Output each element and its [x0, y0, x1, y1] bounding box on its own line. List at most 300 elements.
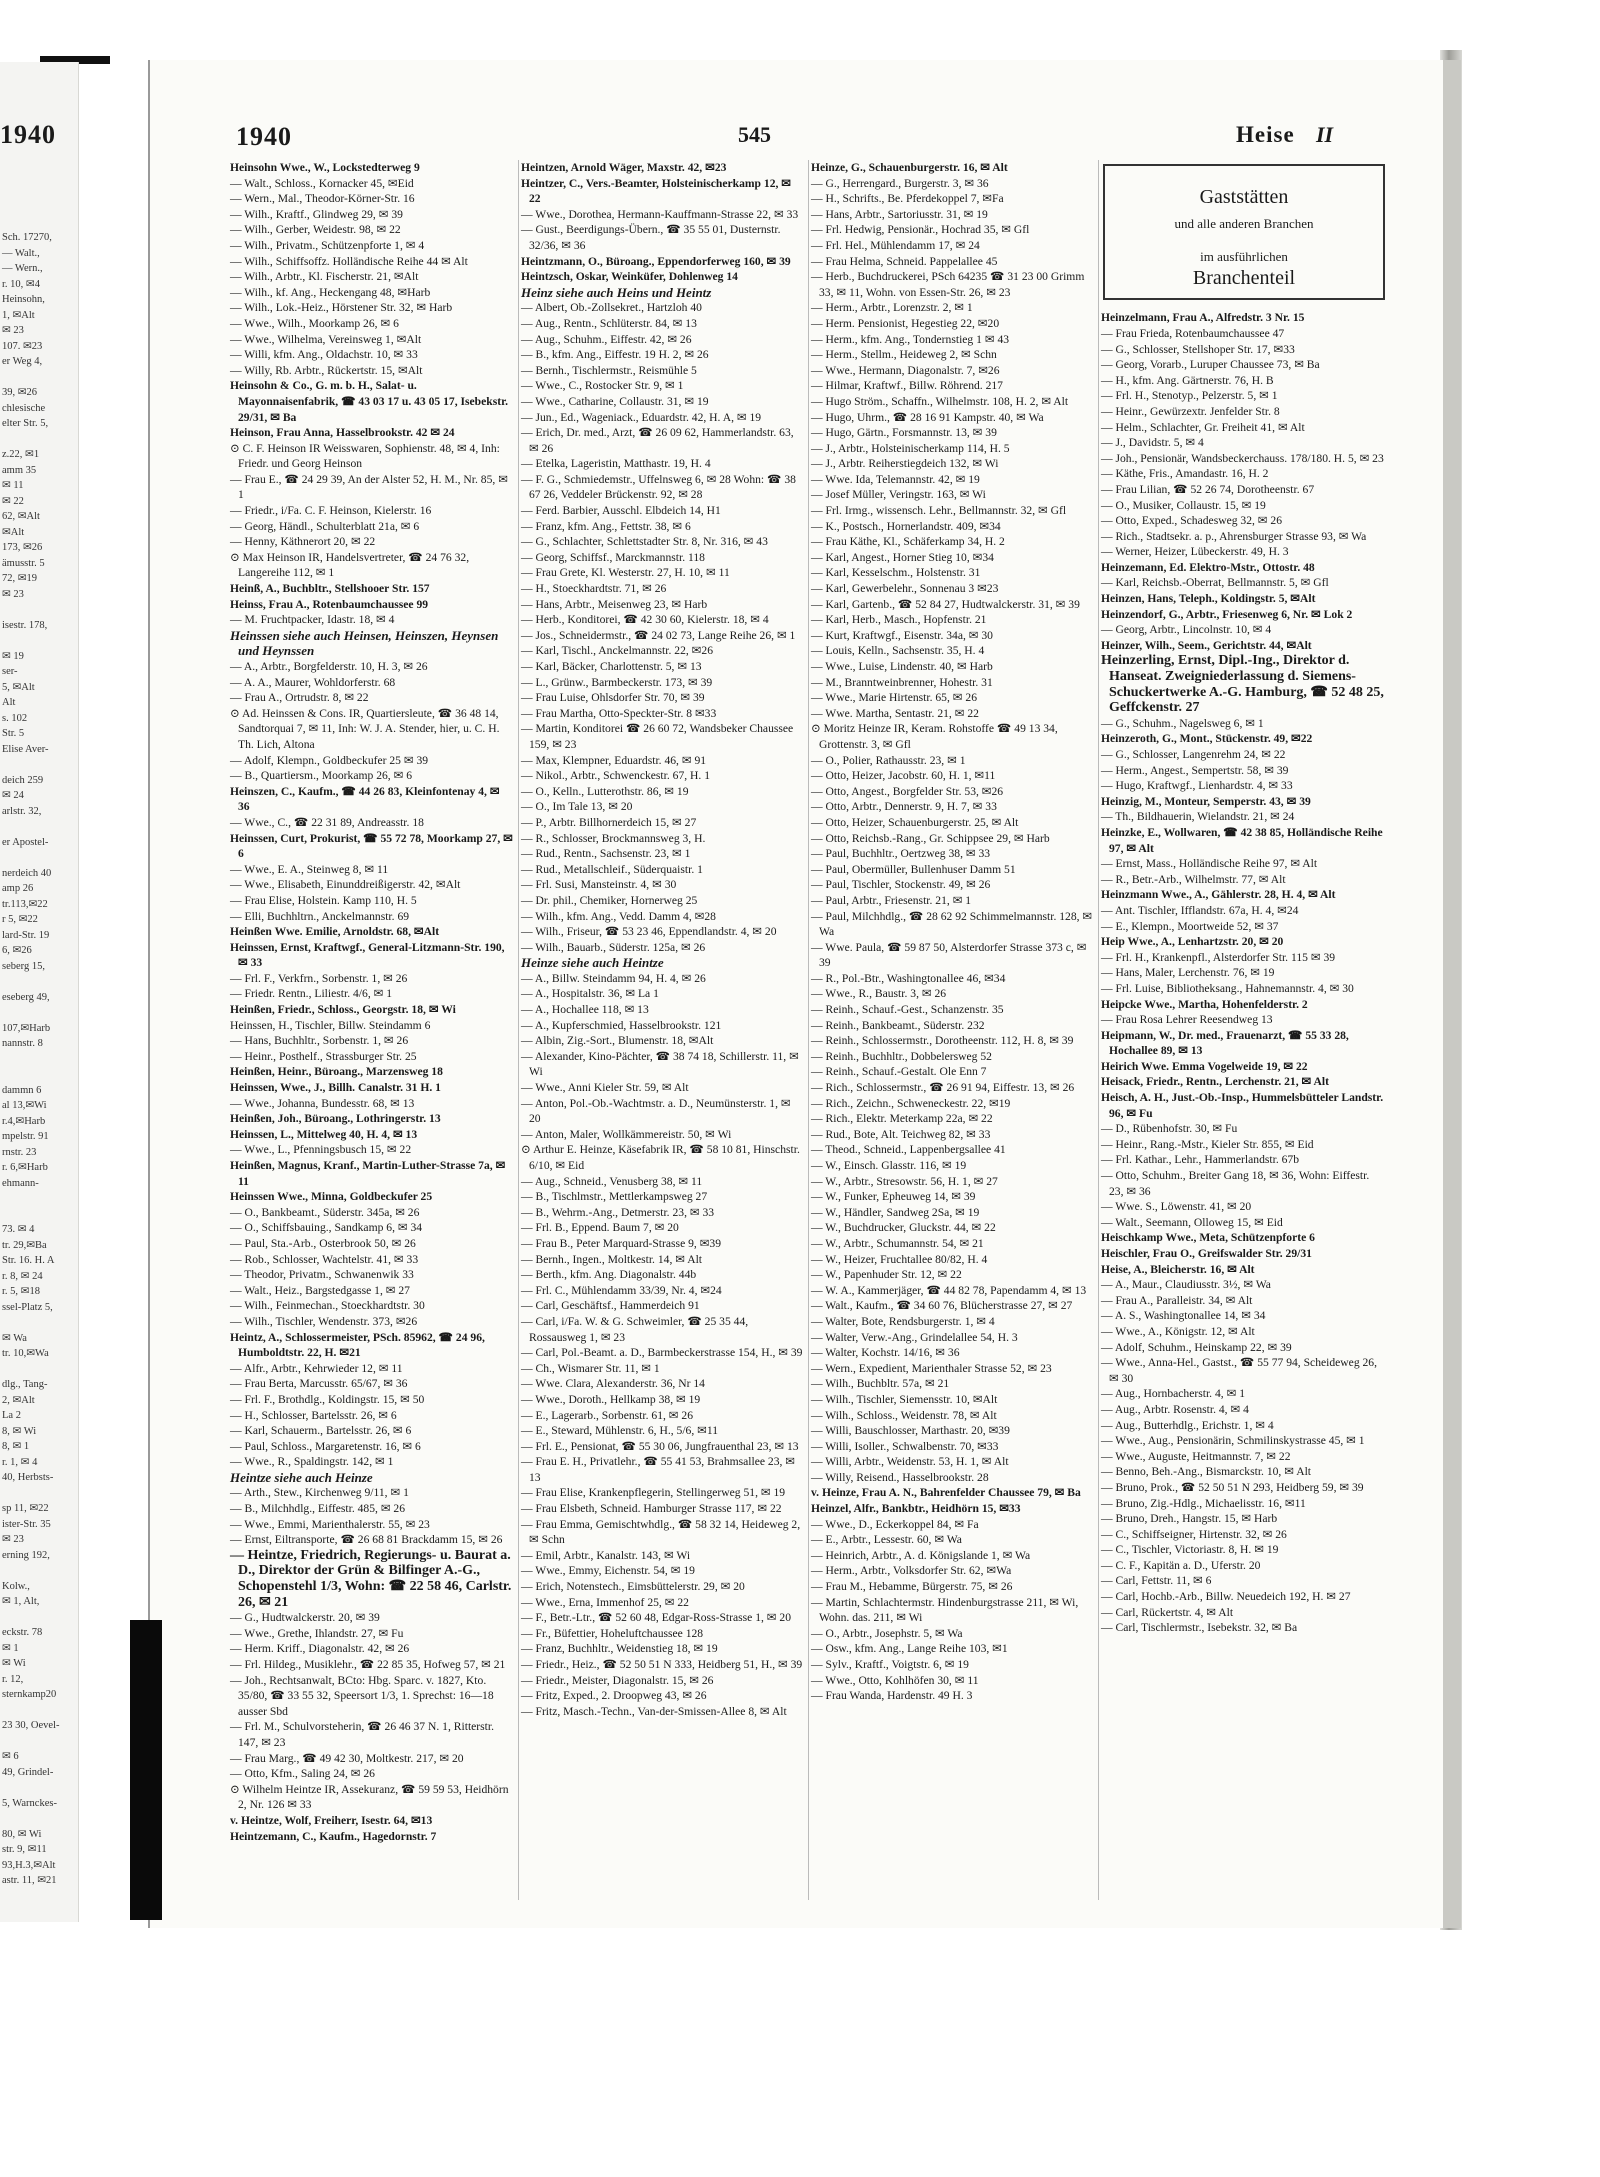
- previous-page-line: Kolw.,: [2, 1580, 30, 1592]
- directory-entry: — G., Schlachter, Schlettstadter Str. 8, Nr. 316, ✉ 43: [521, 535, 768, 549]
- directory-entry: — Frau Elsbeth, Schneid. Hamburger Strasse 117, ✉ 22: [521, 1502, 782, 1516]
- directory-entry: — Joh., Pensionär, Wandsbeckerchauss. 178/180. H. 5, ✉ 23: [1101, 451, 1384, 465]
- scan-artifact-bar: [130, 1620, 162, 1920]
- directory-entry: — Wwe., Otto, Kohlhöfen 30, ✉ 11: [811, 1673, 979, 1687]
- directory-entry: — Aug., Schneid., Venusberg 38, ✉ 11: [521, 1174, 703, 1188]
- directory-entry: — Friedr., i/Fa. C. F. Heinson, Kielerstr. 16: [230, 504, 432, 518]
- directory-entry: — Rud., Bote, Alt. Teichweg 82, ✉ 33: [811, 1127, 991, 1141]
- scan-margin-bottom: [0, 1930, 1600, 2177]
- directory-entry: — Wilh., Arbtr., Kl. Fischerstr. 21, ✉Alt: [230, 270, 419, 284]
- previous-page-line: 8, ✉ 1: [2, 1441, 30, 1452]
- previous-page-line: seberg 15,: [2, 960, 45, 972]
- directory-entry: Heinzemann, Ed. Elektro-Mstr., Ottostr. 48: [1101, 560, 1315, 574]
- directory-entry: — Rich., Elektr. Meterkamp 22a, ✉ 22: [811, 1112, 993, 1126]
- directory-entry: — R., Pol.-Btr., Washingtonallee 46, ✉34: [811, 971, 1006, 985]
- directory-entry: — Wwe., Wilh., Moorkamp 26, ✉ 6: [230, 316, 399, 330]
- directory-entry: — Hugo, Kraftwgf., Lienhardstr. 4, ✉ 33: [1101, 779, 1293, 793]
- directory-entry: — Alfr., Arbtr., Kehrwieder 12, ✉ 11: [230, 1361, 403, 1375]
- directory-entry: — Paul, Schloss., Margaretenstr. 16, ✉ 6: [230, 1439, 421, 1453]
- directory-entry: — G., Schlosser, Stellshoper Str. 17, ✉33: [1101, 342, 1295, 356]
- directory-entry: — Carl, Rückertstr. 4, ✉ Alt: [1101, 1605, 1234, 1619]
- directory-entry: — Otto, Heizer, Schauenburgerstr. 25, ✉ Alt: [811, 815, 1019, 829]
- previous-page-line: 5, ✉Alt: [2, 681, 35, 693]
- directory-entry: — Heinr., Gewürzextr. Jenfelder Str. 8: [1101, 404, 1280, 418]
- previous-page-line: 23 30, Oevel-: [2, 1720, 60, 1731]
- directory-entry: — Wilh., Schiffsoffz. Holländische Reihe 44 ✉ Alt: [230, 254, 468, 268]
- directory-entry: — Franz, Buchhltr., Weidenstieg 18, ✉ 19: [521, 1642, 718, 1656]
- directory-entry: — Heinrich, Arbtr., A. d. Königslande 1, ✉ Wa: [811, 1548, 1031, 1562]
- directory-entry: — F., Betr.-Ltr., ☎ 52 60 48, Edgar-Ross-Strasse 1, ✉ 20: [521, 1611, 791, 1625]
- directory-entry: Heinzig, M., Monteur, Semperstr. 43, ✉ 39: [1101, 794, 1311, 808]
- directory-entry: — Wwe., Luise, Lindenstr. 40, ✉ Harb: [811, 660, 993, 673]
- directory-entry: — Karl, Gartenb., ☎ 52 84 27, Hudtwalckerstr. 31, ✉ 39: [811, 597, 1080, 611]
- directory-entry: — W. A., Kammerjäger, ☎ 44 82 78, Papendamm 4, ✉ 13: [811, 1283, 1087, 1297]
- directory-entry: — Wwe., Marie Hirtenstr. 65, ✉ 26: [811, 691, 977, 705]
- directory-entry: — Hugo, Gärtn., Forsmannstr. 13, ✉ 39: [811, 426, 997, 440]
- directory-entry: — Karl, Angest., Horner Stieg 10, ✉34: [811, 550, 994, 564]
- directory-entry: — Etelka, Lageristin, Matthastr. 19, H. 4: [521, 457, 711, 471]
- directory-entry: — O., Musiker, Collaustr. 15, ✉ 19: [1101, 498, 1266, 512]
- directory-entry: — Frl. M., Schulvorsteherin, ☎ 26 46 37 N. 1, Ritterstr. 147, ✉ 23: [230, 1720, 495, 1749]
- directory-entry: Heinssen, Curt, Prokurist, ☎ 55 72 78, Moorkamp 27, ✉ 6: [230, 831, 513, 861]
- directory-entry: — D., Rübenhofstr. 30, ✉ Fu: [1101, 1122, 1238, 1136]
- directory-entry: — Otto, Kfm., Saling 24, ✉ 26: [230, 1767, 375, 1781]
- previous-page-line: [2, 850, 76, 866]
- previous-page-line: s. 102: [2, 712, 28, 724]
- directory-entry: — Rud., Metallschleif., Süderquaistr. 1: [521, 862, 703, 876]
- directory-entry: — Hans, Arbtr., Sartoriusstr. 31, ✉ 19: [811, 207, 988, 221]
- directory-entry: — Karl, Herb., Masch., Hopfenstr. 21: [811, 613, 987, 627]
- directory-entry: — Wilh., Bauarb., Süderstr. 125a, ✉ 26: [521, 940, 706, 954]
- directory-entry: — O., Polier, Rathausstr. 23, ✉ 1: [811, 753, 966, 767]
- directory-entry: — Frl. Irmg., wissensch. Lehr., Bellmannstr. 32, ✉ Gfl: [811, 504, 1067, 518]
- directory-entry: — Paul, Obermüller, Bullenhuser Damm 51: [811, 862, 1016, 876]
- previous-page-line: ✉ 23: [2, 325, 24, 336]
- previous-page-line: ✉ Wi: [2, 1658, 26, 1669]
- directory-entry: Heinssen, L., Mittelweg 40, H. 4, ✉ 13: [230, 1127, 418, 1141]
- directory-entry: — Jun., Ed., Wageniack., Eduardstr. 42, H. A, ✉ 19: [521, 410, 762, 424]
- directory-entry: — Wwe., Anna-Hel., Gastst., ☎ 55 77 94, Scheideweg 26, ✉ 30: [1101, 1356, 1378, 1385]
- directory-entry: Heinzerling, Ernst, Dipl.-Ing., Direktor d. Hanseat. Zweigniederlassung d. Siemens-Schuckertwerke A.-G. Hamburg, ☎ 52 48 25, Geffckenstr. 27: [1101, 653, 1384, 716]
- directory-entry: — Willi, Arbtr., Weidenstr. 53, H. 1, ✉ Alt: [811, 1455, 1009, 1469]
- directory-entry: — L., Grünw., Barmbeckerstr. 173, ✉ 39: [521, 675, 713, 689]
- previous-page-line: 80, ✉ Wi: [2, 1828, 42, 1840]
- directory-entry: Heinsohn & Co., G. m. b. H., Salat- u. Mayonnaisenfabrik, ☎ 43 03 17 u. 43 05 17, Isebekstr. 29/31, ✉ Ba: [230, 379, 509, 424]
- directory-entry: — O., Im Tale 13, ✉ 20: [521, 800, 633, 814]
- directory-entry: — Otto, Exped., Schadesweg 32, ✉ 26: [1101, 514, 1283, 528]
- previous-page-line: [2, 602, 76, 618]
- directory-entry: — Otto, Heizer, Jacobstr. 60, H. 1, ✉11: [811, 769, 996, 783]
- directory-entry: — Berth., kfm. Ang. Diagonalstr. 44b: [521, 1268, 697, 1282]
- directory-entry: — Wwe., R., Spaldingstr. 142, ✉ 1: [230, 1455, 394, 1469]
- directory-entry: — Elli, Buchhltrn., Anckelmannstr. 69: [230, 909, 410, 923]
- directory-entry: — Dr. phil., Chemiker, Hornerweg 25: [521, 893, 698, 907]
- directory-entry: — Rob., Schlosser, Wachtelstr. 41, ✉ 33: [230, 1252, 419, 1266]
- directory-entry: — Joh., Rechtsanwalt, BCto: Hbg. Sparc. v. 1827, Kto. 35/80, ☎ 33 55 32, Speersort 1/3, 1. Sprechst: 16—18 ausser Sbd: [230, 1673, 494, 1718]
- directory-entry: Heinßen, Magnus, Kranf., Martin-Luther-Strasse 7a, ✉ 11: [230, 1159, 506, 1188]
- directory-entry: Heischler, Frau O., Greifswalder Str. 29/31: [1101, 1247, 1312, 1260]
- previous-page-line: Sch. 17270,: [2, 232, 52, 243]
- directory-entry: — M., Branntweinbrenner, Hohestr. 31: [811, 675, 993, 689]
- directory-entry: — A., Billw. Steindamm 94, H. 4, ✉ 26: [521, 971, 706, 985]
- directory-entry: — W., Funker, Epheuweg 14, ✉ 39: [811, 1190, 976, 1204]
- directory-entry: Heinz siehe auch Heins und Heintz: [521, 284, 712, 300]
- previous-page-line: La 2: [2, 1410, 21, 1421]
- previous-page-line: Elise Aver-: [2, 743, 49, 755]
- previous-page-line: ser-: [2, 666, 18, 677]
- directory-entry: — Reinh., Schlossermstr., Dorotheenstr. 112, H. 8, ✉ 39: [811, 1034, 1074, 1048]
- directory-entry: — Carl, Geschäftsf., Hammerdeich 91: [521, 1299, 700, 1313]
- previous-page-line: — Walt.,: [2, 247, 40, 259]
- previous-page-line: [2, 1703, 76, 1719]
- directory-entry: Heinzmann Wwe., A., Gählerstr. 28, H. 4, ✉ Alt: [1101, 888, 1336, 902]
- previous-page-line: [2, 1207, 76, 1223]
- previous-page-line: 5, Warnckes-: [2, 1797, 57, 1809]
- directory-entry: — Frau Berta, Marcusstr. 65/67, ✉ 36: [230, 1377, 408, 1391]
- directory-entry: — Sylv., Kraftf., Voigtstr. 6, ✉ 19: [811, 1658, 969, 1671]
- previous-page-line: 6, ✉26: [2, 945, 32, 956]
- directory-entry: — O., Schiffsbauing., Sandkamp 6, ✉ 34: [230, 1221, 423, 1235]
- directory-entry: ⊙ Arthur E. Heinze, Käsefabrik IR, ☎ 58 10 81, Hinschstr. 6/10, ✉ Eid: [521, 1143, 800, 1172]
- directory-entry: — Frau M., Hebamme, Bürgerstr. 75, ✉ 26: [811, 1580, 1013, 1594]
- directory-entry: — Hans, Maler, Lerchenstr. 76, ✉ 19: [1101, 966, 1275, 980]
- directory-entry: Heinzer, Wilh., Seem., Gerichtstr. 44, ✉Alt: [1101, 638, 1312, 652]
- directory-entry: ⊙ Moritz Heinze IR, Keram. Rohstoffe ☎ 49 13 34, Grottenstr. 3, ✉ Gfl: [811, 722, 1058, 751]
- directory-entry: — Rich., Schlossermstr., ☎ 26 91 94, Eiffestr. 13, ✉ 26: [811, 1081, 1075, 1095]
- directory-entry: ⊙ Max Heinson IR, Handelsvertreter, ☎ 24 76 32, Langereihe 112, ✉ 1: [230, 550, 470, 580]
- directory-entry: Heinszen, C., Kaufm., ☎ 44 26 83, Kleinfontenay 4, ✉ 36: [230, 784, 500, 814]
- previous-page-line: r. 5, ✉18: [2, 1286, 40, 1297]
- directory-entry: — Wwe., Doroth., Hellkamp 38, ✉ 19: [521, 1392, 701, 1406]
- directory-entry: — Frau Lilian, ☎ 52 26 74, Dorotheenstr. 67: [1101, 482, 1315, 496]
- previous-page-line: 2, ✉Alt: [2, 1394, 35, 1406]
- directory-entry: — Martin, Schlachtermstr. Hindenburgstrasse 211, ✉ Wi, Wohn. das. 211, ✉ Wi: [811, 1595, 1079, 1625]
- previous-page-line: [2, 974, 76, 990]
- previous-page-line: — Wern.,: [2, 263, 43, 274]
- directory-entry: — B., kfm. Ang., Eiffestr. 19 H. 2, ✉ 26: [521, 348, 709, 362]
- directory-entry: Heipmann, W., Dr. med., Frauenarzt, ☎ 55 33 28, Hochallee 89, ✉ 13: [1101, 1028, 1349, 1058]
- directory-entry: — C. F., Kapitän a. D., Uferstr. 20: [1101, 1558, 1261, 1572]
- directory-entry: Heipcke Wwe., Martha, Hohenfelderstr. 2: [1101, 997, 1308, 1011]
- directory-entry: — Ch., Wismarer Str. 11, ✉ 1: [521, 1361, 660, 1375]
- previous-page-line: Alt: [2, 697, 16, 708]
- directory-entry: — Frl. C., Mühlendamm 33/39, Nr. 4, ✉24: [521, 1283, 722, 1297]
- directory-entry: — B., Quartiersm., Moorkamp 26, ✉ 6: [230, 769, 412, 783]
- directory-entry: — Otto, Angest., Borgfelder Str. 53, ✉26: [811, 784, 1004, 798]
- previous-page-line: 173, ✉26: [2, 542, 43, 553]
- previous-page-line: 49, Grindel-: [2, 1766, 54, 1778]
- previous-page-line: 62, ✉Alt: [2, 511, 40, 522]
- directory-entry: — Kurt, Kraftwgf., Eisenstr. 34a, ✉ 30: [811, 628, 993, 642]
- directory-entry: — Georg, Händl., Schulterblatt 21a, ✉ 6: [230, 519, 420, 533]
- directory-entry: — A. S., Washingtonallee 14, ✉ 34: [1101, 1309, 1266, 1323]
- column-4-entries: [1099, 310, 1389, 1635]
- directory-entry: — Benno, Beh.-Ang., Bismarckstr. 10, ✉ Alt: [1101, 1465, 1312, 1479]
- previous-page-line: tr. 10,✉Wa: [2, 1348, 49, 1359]
- directory-entry: — Wwe., Grethe, Ihlandstr. 27, ✉ Fu: [230, 1626, 404, 1640]
- directory-entry: — Frau B., Peter Marquard-Strasse 9, ✉39: [521, 1236, 722, 1250]
- previous-page-line: arlstr. 32,: [2, 805, 42, 817]
- previous-page-line: r. 8, ✉ 24: [2, 1270, 43, 1282]
- directory-entry: — W., Händler, Sandweg 2Sa, ✉ 19: [811, 1205, 980, 1219]
- ad-line-2: und alle anderen Branchen: [1174, 215, 1314, 231]
- directory-entry: Heintzsch, Oskar, Weinküfer, Dohlenweg 14: [521, 270, 738, 284]
- directory-entry: — Wilh., Friseur, ☎ 53 23 46, Eppendlandstr. 4, ✉ 20: [521, 925, 777, 939]
- directory-entry: — E., Lagerarb., Sorbenstr. 61, ✉ 26: [521, 1408, 693, 1422]
- directory-entry: — Albin, Zig.-Sort., Blumenstr. 18, ✉Alt: [521, 1034, 714, 1048]
- directory-entry: Heinson, Frau Anna, Hasselbrookstr. 42 ✉ 24: [230, 426, 455, 440]
- previous-page-line: ssel-Platz 5,: [2, 1301, 53, 1313]
- directory-entry: — M. Fruchtpacker, Idastr. 18, ✉ 4: [230, 613, 395, 627]
- directory-entry: — Walt., Schloss., Kornacker 45, ✉Eid: [230, 176, 414, 190]
- directory-entry: Heinzel, Alfr., Bankbtr., Heidhörn 15, ✉33: [811, 1502, 1021, 1516]
- directory-entry: — C., Schiffseigner, Hirtenstr. 32, ✉ 26: [1101, 1527, 1287, 1541]
- directory-entry: — G., Schlosser, Langenrehm 24, ✉ 22: [1101, 748, 1286, 761]
- directory-entry: — Bruno, Dreh., Hangstr. 15, ✉ Harb: [1101, 1512, 1278, 1526]
- directory-entry: — Wilh., Privatm., Schützenpforte 1, ✉ 4: [230, 238, 425, 252]
- column-4: [1098, 160, 1389, 1900]
- directory-entry: Heintzer, C., Vers.-Beamter, Holsteinischerkamp 12, ✉ 22: [521, 176, 792, 206]
- directory-entry: — Josef Müller, Veringstr. 163, ✉ Wi: [811, 488, 986, 502]
- directory-entry: — Reinh., Buchhltr., Dobbelersweg 52: [811, 1049, 992, 1063]
- directory-entry: — Paul, Buchhltr., Oertzweg 38, ✉ 33: [811, 847, 991, 861]
- directory-entry: — Frl. Kathar., Lehr., Hammerlandstr. 67b: [1101, 1153, 1300, 1167]
- previous-page-line: astr. 11, ✉21: [2, 1875, 57, 1886]
- directory-entry: — Frau Luise, Ohlsdorfer Str. 70, ✉ 39: [521, 691, 705, 705]
- directory-entry: — J., Arbtr., Holsteinischerkamp 114, H. 5: [811, 441, 1010, 455]
- previous-page-line: [2, 370, 76, 386]
- previous-page-line: [2, 1052, 76, 1068]
- directory-entry: — A. A., Maurer, Wohldorferstr. 68: [230, 675, 396, 689]
- directory-entry: ⊙ C. F. Heinson IR Weisswaren, Sophienstr. 48, ✉ 4, Inh: Friedr. und Georg Heinson: [230, 441, 500, 471]
- directory-entry: — O., Arbtr., Josephstr. 5, ✉ Wa: [811, 1626, 963, 1640]
- directory-entry: — Reinh., Bankbeamt., Süderstr. 232: [811, 1018, 985, 1032]
- previous-page-line: 107. ✉23: [2, 340, 43, 352]
- previous-page-line: erning 192,: [2, 1549, 50, 1561]
- directory-entry: Heintzemann, C., Kaufm., Hagedornstr. 7: [230, 1829, 437, 1843]
- previous-page-line: ✉ 1, Alt,: [2, 1596, 40, 1607]
- directory-entry: — Wwe., Wilhelma, Vereinsweg 1, ✉Alt: [230, 332, 422, 346]
- directory-entry: Heinsohn Wwe., W., Lockstedterweg 9: [230, 161, 420, 174]
- directory-entry: — Aug., Hornbacherstr. 4, ✉ 1: [1101, 1387, 1245, 1401]
- previous-page-line: sp 11, ✉22: [2, 1503, 49, 1514]
- directory-entry: — Rich., Stadtsekr. a. p., Ahrensburger Strasse 93, ✉ Wa: [1101, 529, 1367, 543]
- directory-entry: — Wilh., Tischler, Siemensstr. 10, ✉Alt: [811, 1392, 998, 1406]
- directory-entry: — Herm., Angest., Sempertstr. 58, ✉ 39: [1101, 763, 1289, 777]
- directory-entry: Heirich Wwe. Emma Vogelweide 19, ✉ 22: [1101, 1059, 1308, 1073]
- directory-entry: — Walt., Kaufm., ☎ 34 60 76, Blücherstrasse 27, ✉ 27: [811, 1299, 1073, 1313]
- directory-entry: — W., Arbtr., Stresowstr. 56, H. 1, ✉ 27: [811, 1174, 998, 1188]
- directory-entry: — Wwe., R., Baustr. 3, ✉ 26: [811, 987, 947, 1001]
- previous-page-line: ✉ 23: [2, 1534, 24, 1545]
- directory-entry: — Willi, Bauschlosser, Marthastr. 20, ✉39: [811, 1424, 1010, 1438]
- directory-entry: — Wwe., Aug., Pensionärin, Schmilinskystrasse 45, ✉ 1: [1101, 1434, 1365, 1448]
- directory-entry: — Käthe, Fris., Amandastr. 16, H. 2: [1101, 467, 1269, 481]
- previous-page-line: er Apostel-: [2, 836, 49, 848]
- directory-entry: — Carl, Fettstr. 11, ✉ 6: [1101, 1574, 1212, 1588]
- previous-page-line: r. 12,: [2, 1673, 24, 1685]
- previous-page-line: dlg., Tang-: [2, 1379, 48, 1390]
- directory-entry: — R., Schlosser, Brockmannsweg 3, H.: [521, 831, 706, 845]
- previous-page-line: rnstr. 23: [2, 1146, 37, 1158]
- directory-entry: — Karl, Gewerbelehr., Sonnenau 3 ✉23: [811, 582, 999, 596]
- page-year: 1940: [236, 122, 292, 151]
- directory-entry: — H., Stoeckhardtstr. 71, ✉ 26: [521, 582, 667, 596]
- previous-page-line: str. 9, ✉11: [2, 1844, 47, 1855]
- directory-entry: — Aug., Butterhdlg., Erichstr. 1, ✉ 4: [1101, 1418, 1274, 1432]
- directory-entry: — Aug., Schuhm., Eiffestr. 42, ✉ 26: [521, 332, 692, 346]
- directory-entry: — Frl. H., Krankenpfl., Alsterdorfer Str. 115 ✉ 39: [1101, 950, 1336, 964]
- directory-entry: — Wilh., Buchbltr. 57a, ✉ 21: [811, 1377, 950, 1391]
- directory-entry: — B., Milchhdlg., Eiffestr. 485, ✉ 26: [230, 1502, 406, 1516]
- directory-entry: — Frau E., ☎ 24 29 39, An der Alster 52, H. M., Nr. 85, ✉ 1: [230, 472, 508, 502]
- directory-entry: — Arth., Stew., Kirchenweg 9/11, ✉ 1: [230, 1486, 409, 1500]
- directory-entry: — Wwe., Catharine, Collaustr. 31, ✉ 19: [521, 394, 709, 408]
- directory-entry: — K., Postsch., Hornerlandstr. 409, ✉34: [811, 519, 1001, 533]
- directory-entry: — Frl. F., Brothdlg., Koldingstr. 15, ✉ 50: [230, 1392, 425, 1406]
- previous-page-line: tr.113,✉22: [2, 898, 48, 910]
- directory-entry: Heintzen, Arnold Wäger, Maxstr. 42, ✉23: [521, 161, 727, 174]
- directory-entry: — Wilh., Feinmechan., Stoeckhardtstr. 30: [230, 1299, 425, 1313]
- directory-entry: — Friedr. Rentn., Liliestr. 4/6, ✉ 1: [230, 987, 393, 1001]
- directory-entry: v. Heinze, Frau A. N., Bahrenfelder Chaussee 79, ✉ Ba: [811, 1486, 1081, 1500]
- directory-entry: — W., Buchdrucker, Gluckstr. 44, ✉ 22: [811, 1221, 996, 1235]
- directory-entry: — Hilmar, Kraftwf., Billw. Röhrend. 217: [811, 379, 1003, 393]
- previous-page-line: chlesische: [2, 402, 46, 414]
- directory-entry: — Georg, Schiffsf., Marckmannstr. 118: [521, 550, 705, 564]
- directory-entry: — Hugo Ström., Schaffn., Wilhelmstr. 108, H. 2, ✉ Alt: [811, 394, 1069, 408]
- directory-entry: — Wilh., Schloss., Weidenstr. 78, ✉ Alt: [811, 1408, 997, 1422]
- directory-entry: — Friedr., Meister, Diagonalstr. 15, ✉ 26: [521, 1673, 714, 1687]
- directory-entry: — Max, Klempner, Eduardstr. 46, ✉ 91: [521, 753, 707, 767]
- previous-page-line: [2, 1780, 76, 1796]
- previous-page-line: [2, 432, 76, 448]
- directory-entry: Heinß, A., Buchbltr., Stellshooer Str. 157: [230, 582, 430, 596]
- directory-entry: — A., Hospitalstr. 36, ✉ La 1: [521, 987, 659, 1001]
- directory-entry: — Willi, kfm. Ang., Oldachstr. 10, ✉ 33: [230, 348, 418, 362]
- page-number: 545: [738, 122, 771, 147]
- directory-entry: — Adolf, Klempn., Goldbeckufer 25 ✉ 39: [230, 753, 429, 767]
- directory-entry: — P., Arbtr. Billhornerdeich 15, ✉ 27: [521, 815, 697, 829]
- directory-entry: — Frau Käthe, Kl., Schäferkamp 34, H. 2: [811, 535, 1005, 549]
- section-number: II: [1316, 122, 1334, 147]
- directory-entry: — Adolf, Schuhm., Heinskamp 22, ✉ 39: [1101, 1340, 1292, 1354]
- directory-entry: Heintze siehe auch Heinze: [230, 1469, 373, 1485]
- previous-page-line: [2, 1191, 76, 1207]
- directory-entry: — Frau A., Paralleistr. 34, ✉ Alt: [1101, 1293, 1253, 1307]
- previous-page-line: eckstr. 78: [2, 1627, 43, 1638]
- directory-entry: Heinssen Wwe., Minna, Goldbeckufer 25: [230, 1190, 433, 1204]
- directory-entry: — Wwe. Ida, Telemannstr. 42, ✉ 19: [811, 472, 980, 486]
- directory-entry: — Wwe., Emmy, Eichenstr. 54, ✉ 19: [521, 1564, 695, 1578]
- previous-page-line: 1, ✉Alt: [2, 309, 35, 321]
- previous-page-line: tr. 29,✉Ba: [2, 1239, 47, 1251]
- directory-entry: Heise, A., Bleicherstr. 16, ✉ Alt: [1101, 1262, 1255, 1276]
- directory-entry: — Frau Elise, Holstein. Kamp 110, H. 5: [230, 893, 417, 907]
- directory-entry: — Karl, Reichsb.-Oberrat, Bellmannstr. 5, ✉ Gfl: [1101, 576, 1329, 590]
- directory-entry: — Herm., Arbtr., Volksdorfer Str. 62, ✉Wa: [811, 1564, 1012, 1578]
- previous-page-line: 39, ✉26: [2, 387, 38, 398]
- directory-entry: — Otto, Reichsb.-Rang., Gr. Schippsee 29, ✉ Harb: [811, 831, 1050, 845]
- directory-entry: — H., kfm. Ang. Gärtnerstr. 76, H. B: [1101, 373, 1274, 387]
- previous-page-line: amp 26: [2, 883, 34, 894]
- directory-entry: — Wwe. S., Löwenstr. 41, ✉ 20: [1101, 1200, 1252, 1214]
- directory-entry: — Wwe., E. A., Steinweg 8, ✉ 11: [230, 862, 389, 876]
- directory-entry: — Georg, Arbtr., Lincolnstr. 10, ✉ 4: [1101, 623, 1272, 637]
- previous-page-line: ✉ 22: [2, 495, 24, 507]
- running-head: Heise: [1236, 122, 1295, 147]
- directory-entry: — Reinh., Schauf.-Gest., Schanzenstr. 35: [811, 1003, 1004, 1017]
- directory-entry: — Carl, i/Fa. W. & G. Schweimler, ☎ 25 35 44, Rossausweg 1, ✉ 23: [521, 1314, 749, 1344]
- directory-entry: — Frau Rosa Lehrer Reesendweg 13: [1101, 1013, 1273, 1027]
- directory-entry: — Karl, Schauerm., Bartelsstr. 26, ✉ 6: [230, 1424, 412, 1438]
- directory-entry: — Paul, Sta.-Arb., Osterbrook 50, ✉ 26: [230, 1236, 416, 1250]
- directory-entry: — Rud., Rentn., Sachsenstr. 23, ✉ 1: [521, 847, 691, 861]
- directory-entry: — Wern., Expedient, Marienthaler Strasse 52, ✉ 23: [811, 1361, 1052, 1375]
- directory-entry: — Wwe., C., ☎ 22 31 89, Andreasstr. 18: [230, 815, 424, 829]
- ad-line-4: Branchenteil: [1192, 266, 1296, 289]
- directory-entry: — Paul, Tischler, Stockenstr. 49, ✉ 26: [811, 878, 991, 892]
- directory-entry: Heinssen, H., Tischler, Billw. Steindamm 6: [230, 1018, 431, 1032]
- directory-entry: — Frau Grete, Kl. Westerstr. 27, H. 10, ✉ 11: [521, 566, 730, 580]
- directory-entry: — E., Steward, Mühlenstr. 6, H., 5/6, ✉11: [521, 1424, 719, 1438]
- directory-entry: — Alexander, Kino-Pächter, ☎ 38 74 18, Schillerstr. 11, ✉ Wi: [521, 1049, 799, 1079]
- directory-entry: — Karl, Tischl., Anckelmannstr. 22, ✉26: [521, 644, 713, 658]
- directory-entry: — G., Hudtwalckerstr. 20, ✉ 39: [230, 1611, 380, 1625]
- directory-entry: — Wilh., kf. Ang., Heckengang 48, ✉Harb: [230, 285, 431, 299]
- directory-entry: — Karl, Bäcker, Charlottenstr. 5, ✉ 13: [521, 660, 702, 673]
- directory-entry: — Bruno, Zig.-Hdlg., Michaelisstr. 16, ✉11: [1101, 1496, 1306, 1510]
- directory-entry: — Bernh., Tischlermstr., Reismühle 5: [521, 363, 697, 377]
- directory-entry: — Carl, Hochb.-Arb., Billw. Neuedeich 192, H. ✉ 27: [1101, 1590, 1351, 1604]
- directory-entry: — Osw., kfm. Ang., Lange Reihe 103, ✉1: [811, 1642, 1008, 1656]
- directory-entry: — Franz, kfm. Ang., Fettstr. 38, ✉ 6: [521, 519, 691, 533]
- directory-entry: — E., Arbtr., Lessestr. 60, ✉ Wa: [811, 1533, 962, 1547]
- directory-entry: — Herm. Kriff., Diagonalstr. 42, ✉ 26: [230, 1642, 410, 1656]
- directory-entry: — Frl. Hildeg., Musiklehr., ☎ 22 85 35, Hofweg 57, ✉ 21: [230, 1658, 506, 1671]
- directory-entry: — Albert, Ob.-Zollsekret., Hartzloh 40: [521, 301, 702, 315]
- previous-page-line: ister-Str. 35: [2, 1518, 51, 1530]
- previous-page-line: ✉Alt: [2, 526, 25, 538]
- directory-entry: — Heinr., Rang.-Mstr., Kieler Str. 855, ✉ Eid: [1101, 1137, 1314, 1151]
- directory-entry: — Rich., Zeichn., Schweneckestr. 22, ✉19: [811, 1096, 1011, 1110]
- directory-entry: — Friedr., Heiz., ☎ 52 50 51 N 333, Heidberg 51, H., ✉ 39: [521, 1658, 803, 1671]
- directory-entry: — Wilh., kfm. Ang., Vedd. Damm 4, ✉28: [521, 909, 716, 923]
- previous-page-line: amm 35: [2, 464, 37, 476]
- directory-entry: — Helm., Schlachter, Gr. Freiheit 41, ✉ Alt: [1101, 420, 1305, 434]
- directory-entry: Heinss, Frau A., Rotenbaumchaussee 99: [230, 597, 429, 611]
- directory-entry: — Theod., Schneid., Lappenbergsallee 41: [811, 1143, 1006, 1157]
- directory-entry: — Wwe., A., Königstr. 12, ✉ Alt: [1101, 1324, 1255, 1338]
- directory-entry: Heinßen, Joh., Büroang., Lothringerstr. 13: [230, 1112, 441, 1126]
- previous-page-fragment: [0, 62, 79, 1922]
- ad-line-1: Gaststätten: [1199, 186, 1289, 208]
- directory-entry: — Herm., Arbtr., Lorenzstr. 2, ✉ 1: [811, 301, 973, 315]
- directory-entry: — Frl. Hel., Mühlendamm 17, ✉ 24: [811, 238, 980, 252]
- directory-entry: — Wwe., Hermann, Diagonalstr. 7, ✉26: [811, 363, 1000, 377]
- directory-entry: — Anton, Pol.-Ob.-Wachtmstr. a. D., Neumünsterstr. 1, ✉ 20: [521, 1096, 791, 1126]
- directory-entry: — Bernh., Ingen., Moltkestr. 14, ✉ Alt: [521, 1252, 703, 1266]
- directory-entry: — Frl. B., Eppend. Baum 7, ✉ 20: [521, 1221, 679, 1235]
- directory-entry: Heinzeroth, G., Mont., Stückenstr. 49, ✉22: [1101, 732, 1313, 746]
- directory-entry: — Erich, Notenstech., Eimsbüttelerstr. 29, ✉ 20: [521, 1580, 745, 1594]
- directory-entry: — W., Einsch. Glasstr. 116, ✉ 19: [811, 1159, 967, 1172]
- previous-page-line: 72, ✉19: [2, 573, 38, 584]
- directory-entry: Heinssen, Ernst, Kraftwgf., General-Litzmann-Str. 190, ✉ 33: [230, 940, 505, 970]
- directory-entry: — Frl. E., Pensionat, ☎ 55 30 06, Jungfrauenthal 23, ✉ 13: [521, 1439, 799, 1453]
- directory-entry: — Wwe., L., Pfenningsbusch 15, ✉ 22: [230, 1143, 412, 1157]
- directory-entry: — Frau Helma, Schneid. Pappelallee 45: [811, 254, 998, 268]
